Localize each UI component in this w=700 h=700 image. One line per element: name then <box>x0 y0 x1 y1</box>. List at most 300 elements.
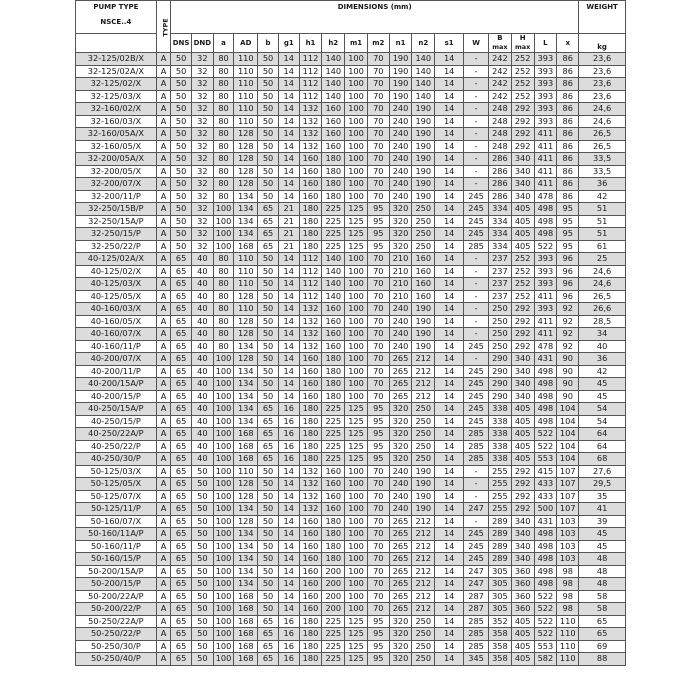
table-row <box>76 153 626 166</box>
cell-m1: 125 <box>345 440 368 453</box>
cell-b: 50 <box>258 365 279 378</box>
cell-x: 104 <box>557 428 579 441</box>
cell-n2: 212 <box>412 578 435 591</box>
cell-x: 98 <box>557 603 579 616</box>
cell-a: 100 <box>213 228 234 241</box>
cell-a: 80 <box>213 265 234 278</box>
cell-n2: 160 <box>412 265 435 278</box>
cell-x: 104 <box>557 440 579 453</box>
cell-b-max: 255 <box>489 465 512 478</box>
cell-h1: 160 <box>299 365 322 378</box>
cell-h2: 225 <box>322 653 345 666</box>
cell-b: 50 <box>258 165 279 178</box>
cell-l: 522 <box>534 628 557 641</box>
cell-m2: 70 <box>367 103 389 116</box>
cell-x: 92 <box>557 315 579 328</box>
cell-model: 50-200/15/P <box>76 578 157 591</box>
cell-ad: 110 <box>234 265 258 278</box>
cell-b: 50 <box>258 178 279 191</box>
cell-dnd: 50 <box>191 603 213 616</box>
cell-h-max: 292 <box>511 303 534 316</box>
cell-b-max: 237 <box>489 290 512 303</box>
cell-n1: 265 <box>389 515 412 528</box>
cell-m1: 100 <box>345 340 368 353</box>
table-row <box>76 203 626 216</box>
cell-m1: 125 <box>345 615 368 628</box>
cell-m2: 70 <box>367 603 389 616</box>
cell-h-max: 292 <box>511 328 534 341</box>
cell-model: 32-250/15B/P <box>76 203 157 216</box>
cell-n1: 240 <box>389 465 412 478</box>
cell-n1: 240 <box>389 478 412 491</box>
cell-b: 65 <box>258 428 279 441</box>
cell-a: 100 <box>213 503 234 516</box>
cell-b-max: 237 <box>489 278 512 291</box>
cell-ad: 128 <box>234 353 258 366</box>
cell-s1: 14 <box>435 465 464 478</box>
table-row <box>76 553 626 566</box>
cell-type: A <box>156 615 170 628</box>
cell-m2: 70 <box>367 378 389 391</box>
cell-a: 80 <box>213 153 234 166</box>
cell-dnd: 40 <box>191 415 213 428</box>
cell-b: 50 <box>258 340 279 353</box>
table-row <box>76 378 626 391</box>
cell-n2: 190 <box>412 303 435 316</box>
cell-g1: 16 <box>278 440 299 453</box>
cell-ad: 134 <box>234 190 258 203</box>
cell-n2: 250 <box>412 653 435 666</box>
cell-a: 80 <box>213 165 234 178</box>
cell-x: 104 <box>557 453 579 466</box>
cell-model: 40-250/30/P <box>76 453 157 466</box>
cell-type: A <box>156 415 170 428</box>
cell-h1: 160 <box>299 390 322 403</box>
cell-b-max: 286 <box>489 153 512 166</box>
cell-x: 96 <box>557 290 579 303</box>
cell-w: 245 <box>464 553 489 566</box>
cell-a: 100 <box>213 465 234 478</box>
cell-h-max: 405 <box>511 215 534 228</box>
cell-h2: 180 <box>322 528 345 541</box>
cell-n1: 240 <box>389 103 412 116</box>
cell-h-max: 405 <box>511 415 534 428</box>
cell-dnd: 32 <box>191 203 213 216</box>
cell-dnd: 50 <box>191 653 213 666</box>
cell-dns: 65 <box>171 528 192 541</box>
cell-g1: 14 <box>278 578 299 591</box>
cell-type: A <box>156 365 170 378</box>
cell-b-max: 290 <box>489 378 512 391</box>
cell-h1: 180 <box>299 428 322 441</box>
cell-dns: 50 <box>171 53 192 66</box>
cell-h2: 160 <box>322 115 345 128</box>
cell-n1: 210 <box>389 290 412 303</box>
cell-x: 86 <box>557 103 579 116</box>
cell-s1: 14 <box>435 215 464 228</box>
cell-dns: 65 <box>171 340 192 353</box>
cell-m1: 125 <box>345 203 368 216</box>
cell-model: 50-125/11/P <box>76 503 157 516</box>
cell-m1: 100 <box>345 365 368 378</box>
cell-dns: 65 <box>171 253 192 266</box>
cell-model: 50-160/15/P <box>76 553 157 566</box>
cell-n1: 265 <box>389 390 412 403</box>
cell-g1: 14 <box>278 290 299 303</box>
cell-w: - <box>464 115 489 128</box>
cell-m2: 70 <box>367 265 389 278</box>
cell-weight: 34 <box>579 328 626 341</box>
cell-h1: 132 <box>299 103 322 116</box>
cell-n2: 212 <box>412 565 435 578</box>
cell-n1: 265 <box>389 528 412 541</box>
cell-h1: 112 <box>299 65 322 78</box>
cell-ad: 110 <box>234 465 258 478</box>
cell-type: A <box>156 103 170 116</box>
cell-g1: 14 <box>278 253 299 266</box>
cell-weight: 64 <box>579 440 626 453</box>
cell-n2: 250 <box>412 428 435 441</box>
cell-b-max: 305 <box>489 590 512 603</box>
cell-x: 86 <box>557 178 579 191</box>
cell-weight: 64 <box>579 428 626 441</box>
cell-a: 80 <box>213 65 234 78</box>
cell-h-max: 292 <box>511 315 534 328</box>
cell-s1: 14 <box>435 178 464 191</box>
cell-type: A <box>156 503 170 516</box>
cell-weight: 65 <box>579 615 626 628</box>
cell-model: 32-250/15/P <box>76 228 157 241</box>
cell-b: 50 <box>258 303 279 316</box>
cell-n1: 265 <box>389 378 412 391</box>
cell-weight: 45 <box>579 390 626 403</box>
cell-h1: 132 <box>299 340 322 353</box>
cell-n1: 240 <box>389 178 412 191</box>
cell-m1: 100 <box>345 590 368 603</box>
cell-x: 92 <box>557 303 579 316</box>
cell-h-max: 292 <box>511 503 534 516</box>
pump-type-header-blank <box>76 34 157 53</box>
cell-b: 50 <box>258 315 279 328</box>
cell-dnd: 50 <box>191 578 213 591</box>
cell-b: 50 <box>258 490 279 503</box>
cell-b: 50 <box>258 578 279 591</box>
cell-model: 40-125/02A/X <box>76 253 157 266</box>
cell-weight: 40 <box>579 340 626 353</box>
cell-w: - <box>464 315 489 328</box>
cell-h2: 180 <box>322 153 345 166</box>
cell-m2: 95 <box>367 615 389 628</box>
cell-h2: 225 <box>322 415 345 428</box>
cell-model: 40-160/07/X <box>76 328 157 341</box>
cell-type: A <box>156 328 170 341</box>
cell-b-max: 248 <box>489 140 512 153</box>
cell-dns: 65 <box>171 565 192 578</box>
cell-h-max: 405 <box>511 228 534 241</box>
cell-weight: 54 <box>579 403 626 416</box>
cell-h1: 160 <box>299 553 322 566</box>
cell-b: 50 <box>258 78 279 91</box>
cell-b-max: 358 <box>489 653 512 666</box>
cell-s1: 14 <box>435 503 464 516</box>
cell-dns: 50 <box>171 215 192 228</box>
cell-l: 553 <box>534 640 557 653</box>
cell-x: 86 <box>557 165 579 178</box>
cell-s1: 14 <box>435 353 464 366</box>
cell-n1: 320 <box>389 228 412 241</box>
cell-dnd: 40 <box>191 440 213 453</box>
col-header-n1: n1 <box>389 34 412 53</box>
cell-m2: 70 <box>367 553 389 566</box>
cell-ad: 168 <box>234 640 258 653</box>
cell-h1: 132 <box>299 140 322 153</box>
cell-w: - <box>464 53 489 66</box>
cell-m2: 95 <box>367 440 389 453</box>
cell-type: A <box>156 290 170 303</box>
cell-n2: 190 <box>412 503 435 516</box>
cell-a: 100 <box>213 640 234 653</box>
cell-h-max: 340 <box>511 165 534 178</box>
cell-a: 100 <box>213 478 234 491</box>
cell-b: 50 <box>258 265 279 278</box>
cell-h1: 160 <box>299 590 322 603</box>
cell-model: 32-160/03/X <box>76 115 157 128</box>
cell-b-max: 242 <box>489 78 512 91</box>
cell-h-max: 292 <box>511 103 534 116</box>
cell-w: 245 <box>464 403 489 416</box>
cell-ad: 134 <box>234 365 258 378</box>
table-row <box>76 253 626 266</box>
table-row <box>76 228 626 241</box>
cell-g1: 16 <box>278 628 299 641</box>
cell-h2: 200 <box>322 578 345 591</box>
cell-l: 498 <box>534 365 557 378</box>
cell-type: A <box>156 215 170 228</box>
cell-h2: 160 <box>322 140 345 153</box>
cell-dnd: 50 <box>191 465 213 478</box>
cell-b: 50 <box>258 603 279 616</box>
cell-g1: 14 <box>278 503 299 516</box>
cell-s1: 14 <box>435 615 464 628</box>
cell-s1: 14 <box>435 328 464 341</box>
cell-dns: 50 <box>171 178 192 191</box>
cell-h1: 160 <box>299 190 322 203</box>
cell-n1: 240 <box>389 140 412 153</box>
cell-h1: 132 <box>299 465 322 478</box>
cell-h1: 112 <box>299 290 322 303</box>
cell-type: A <box>156 553 170 566</box>
cell-weight: 24,6 <box>579 278 626 291</box>
cell-ad: 128 <box>234 128 258 141</box>
cell-g1: 14 <box>278 540 299 553</box>
cell-ad: 168 <box>234 428 258 441</box>
cell-a: 80 <box>213 190 234 203</box>
cell-b: 50 <box>258 103 279 116</box>
cell-dns: 65 <box>171 440 192 453</box>
cell-l: 411 <box>534 315 557 328</box>
cell-ad: 128 <box>234 515 258 528</box>
cell-s1: 14 <box>435 590 464 603</box>
cell-l: 582 <box>534 653 557 666</box>
cell-h-max: 405 <box>511 403 534 416</box>
cell-x: 96 <box>557 278 579 291</box>
cell-type: A <box>156 540 170 553</box>
cell-x: 95 <box>557 228 579 241</box>
cell-m1: 100 <box>345 178 368 191</box>
cell-h-max: 292 <box>511 140 534 153</box>
cell-h2: 140 <box>322 78 345 91</box>
cell-w: - <box>464 353 489 366</box>
cell-w: 247 <box>464 565 489 578</box>
cell-l: 522 <box>534 603 557 616</box>
cell-h-max: 340 <box>511 540 534 553</box>
cell-w: 287 <box>464 603 489 616</box>
cell-weight: 35 <box>579 490 626 503</box>
cell-h2: 225 <box>322 428 345 441</box>
cell-b-max: 334 <box>489 228 512 241</box>
table-row <box>76 178 626 191</box>
cell-g1: 14 <box>278 178 299 191</box>
table-row <box>76 503 626 516</box>
cell-a: 80 <box>213 303 234 316</box>
cell-x: 107 <box>557 478 579 491</box>
cell-w: - <box>464 165 489 178</box>
cell-h1: 132 <box>299 328 322 341</box>
cell-model: 40-200/11/P <box>76 365 157 378</box>
col-header-dns: DNS <box>171 34 192 53</box>
cell-h-max: 340 <box>511 515 534 528</box>
cell-type: A <box>156 140 170 153</box>
cell-ad: 134 <box>234 415 258 428</box>
cell-model: 40-200/07/X <box>76 353 157 366</box>
cell-dnd: 50 <box>191 553 213 566</box>
cell-n2: 190 <box>412 315 435 328</box>
cell-model: 50-160/07/X <box>76 515 157 528</box>
cell-n2: 212 <box>412 603 435 616</box>
cell-weight: 54 <box>579 415 626 428</box>
cell-m2: 70 <box>367 278 389 291</box>
cell-n2: 250 <box>412 615 435 628</box>
cell-type: A <box>156 65 170 78</box>
cell-g1: 21 <box>278 240 299 253</box>
cell-dns: 65 <box>171 290 192 303</box>
cell-w: 285 <box>464 440 489 453</box>
cell-n2: 190 <box>412 165 435 178</box>
cell-b: 50 <box>258 353 279 366</box>
cell-type: A <box>156 340 170 353</box>
pump-type-header <box>76 1 157 34</box>
cell-g1: 16 <box>278 653 299 666</box>
cell-h-max: 252 <box>511 53 534 66</box>
cell-s1: 14 <box>435 265 464 278</box>
type-header: TYPE <box>156 1 170 53</box>
cell-l: 498 <box>534 553 557 566</box>
cell-b-max: 358 <box>489 628 512 641</box>
cell-n2: 250 <box>412 403 435 416</box>
cell-weight: 23,6 <box>579 90 626 103</box>
table-row <box>76 615 626 628</box>
cell-g1: 14 <box>278 490 299 503</box>
cell-n2: 212 <box>412 540 435 553</box>
cell-a: 100 <box>213 378 234 391</box>
cell-b-max: 248 <box>489 103 512 116</box>
cell-x: 86 <box>557 190 579 203</box>
cell-weight: 51 <box>579 215 626 228</box>
cell-weight: 36 <box>579 178 626 191</box>
cell-dns: 50 <box>171 240 192 253</box>
cell-dnd: 50 <box>191 528 213 541</box>
cell-weight: 65 <box>579 628 626 641</box>
cell-n1: 265 <box>389 553 412 566</box>
cell-h-max: 252 <box>511 65 534 78</box>
cell-ad: 168 <box>234 440 258 453</box>
cell-dnd: 40 <box>191 328 213 341</box>
cell-ad: 110 <box>234 303 258 316</box>
cell-m2: 70 <box>367 390 389 403</box>
cell-h2: 225 <box>322 240 345 253</box>
cell-s1: 14 <box>435 153 464 166</box>
cell-l: 498 <box>534 565 557 578</box>
cell-h1: 160 <box>299 353 322 366</box>
cell-n2: 190 <box>412 465 435 478</box>
col-header-n2: n2 <box>412 34 435 53</box>
cell-l: 411 <box>534 140 557 153</box>
cell-m1: 100 <box>345 603 368 616</box>
cell-n2: 212 <box>412 365 435 378</box>
cell-m2: 70 <box>367 528 389 541</box>
cell-m2: 70 <box>367 153 389 166</box>
cell-h-max: 405 <box>511 440 534 453</box>
pump-series-label: NSCE..4 <box>100 18 132 26</box>
cell-a: 100 <box>213 203 234 216</box>
cell-x: 90 <box>557 365 579 378</box>
cell-type: A <box>156 153 170 166</box>
cell-b: 50 <box>258 328 279 341</box>
cell-ad: 128 <box>234 478 258 491</box>
cell-b-max: 237 <box>489 265 512 278</box>
cell-x: 86 <box>557 90 579 103</box>
cell-s1: 14 <box>435 128 464 141</box>
cell-weight: 29,5 <box>579 478 626 491</box>
cell-h2: 180 <box>322 178 345 191</box>
cell-model: 50-125/03/X <box>76 465 157 478</box>
cell-h2: 225 <box>322 453 345 466</box>
cell-weight: 24,6 <box>579 265 626 278</box>
cell-x: 86 <box>557 53 579 66</box>
cell-h2: 225 <box>322 215 345 228</box>
cell-n2: 160 <box>412 290 435 303</box>
cell-b-max: 338 <box>489 453 512 466</box>
cell-type: A <box>156 378 170 391</box>
cell-n2: 140 <box>412 78 435 91</box>
cell-type: A <box>156 353 170 366</box>
cell-x: 90 <box>557 390 579 403</box>
cell-m2: 70 <box>367 178 389 191</box>
cell-h-max: 340 <box>511 553 534 566</box>
cell-m2: 70 <box>367 478 389 491</box>
cell-a: 80 <box>213 328 234 341</box>
cell-w: 285 <box>464 428 489 441</box>
cell-m1: 100 <box>345 303 368 316</box>
cell-g1: 14 <box>278 340 299 353</box>
table-row <box>76 640 626 653</box>
cell-a: 80 <box>213 78 234 91</box>
cell-w: - <box>464 65 489 78</box>
cell-h2: 160 <box>322 328 345 341</box>
cell-l: 393 <box>534 278 557 291</box>
cell-b: 50 <box>258 590 279 603</box>
cell-h1: 180 <box>299 628 322 641</box>
